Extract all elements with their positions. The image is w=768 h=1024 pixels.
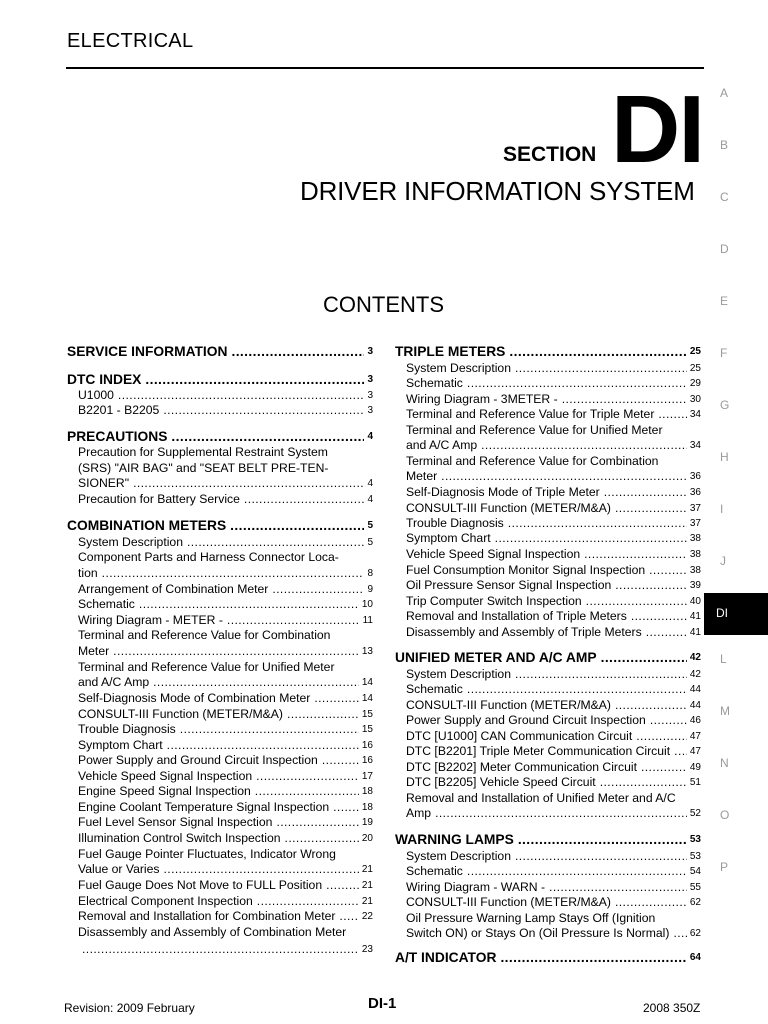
toc-page-number: 19 <box>361 817 373 828</box>
toc-section-heading[interactable] <box>67 344 373 360</box>
toc-page-number: 53 <box>689 834 701 845</box>
toc-entry-title: CONSULT-III Function (METER/M&A) <box>406 895 611 909</box>
toc-page-number: 37 <box>689 518 701 529</box>
toc-page-number: 10 <box>361 599 373 610</box>
toc-page-number: 46 <box>689 715 701 726</box>
toc-entry[interactable] <box>395 880 701 896</box>
toc-dot-leader <box>164 862 359 878</box>
header-title: ELECTRICAL <box>67 30 194 52</box>
toc-entry-title: Schematic <box>78 597 135 611</box>
toc-dot-leader <box>285 831 359 847</box>
toc-dot-leader <box>326 878 359 894</box>
toc-section-heading[interactable] <box>395 950 701 966</box>
toc-page-number: 34 <box>689 409 701 420</box>
toc-entry[interactable] <box>67 815 373 831</box>
toc-dot-leader <box>584 547 687 563</box>
toc-entry[interactable] <box>67 784 373 800</box>
toc-entry-title: Schematic <box>406 682 463 696</box>
toc-page-number: 3 <box>367 346 373 357</box>
toc-page-number: 25 <box>689 363 701 374</box>
toc-page-number: 15 <box>361 709 373 720</box>
toc-entry-title: UNIFIED METER AND A/C AMP <box>395 650 597 665</box>
toc-entry[interactable] <box>67 878 373 894</box>
toc-entry-title: Disassembly and Assembly of Triple Meters <box>406 625 642 639</box>
toc-entry[interactable] <box>395 516 701 532</box>
toc-entry[interactable] <box>395 407 701 423</box>
toc-entry[interactable] <box>67 894 373 910</box>
toc-page-number: 16 <box>361 740 373 751</box>
toc-dot-leader <box>650 713 687 729</box>
toc-entry[interactable] <box>67 597 373 613</box>
toc-page-number: 44 <box>689 700 701 711</box>
toc-page-number: 38 <box>689 565 701 576</box>
toc-dot-leader <box>509 344 686 360</box>
toc-entry[interactable] <box>67 942 373 958</box>
toc-entry-title: DTC [B2202] Meter Communication Circuit <box>406 760 637 774</box>
section-tab-n[interactable]: N <box>720 756 729 770</box>
toc-entry-title: SIONER" <box>78 476 130 490</box>
toc-dot-leader <box>649 563 687 579</box>
toc-dot-leader <box>562 392 687 408</box>
toc-entry-title: DTC [B2205] Vehicle Speed Circuit <box>406 775 596 789</box>
toc-entry-title: TRIPLE METERS <box>395 344 506 359</box>
toc-section-heading[interactable] <box>67 372 373 388</box>
section-tab-f[interactable]: F <box>720 346 728 360</box>
toc-entry-title: DTC INDEX <box>67 372 142 387</box>
toc-page-number: 53 <box>689 851 701 862</box>
toc-entry-title: COMBINATION METERS <box>67 518 227 533</box>
toc-page-number: 20 <box>361 833 373 844</box>
toc-entry-title: Meter <box>406 469 438 483</box>
toc-section-heading[interactable] <box>395 832 701 848</box>
toc-page-number: 9 <box>367 584 373 595</box>
toc-dot-leader <box>257 894 359 910</box>
toc-page-number: 16 <box>361 755 373 766</box>
toc-entry-title: DTC [U1000] CAN Communication Circuit <box>406 729 633 743</box>
toc-entry[interactable] <box>395 698 701 714</box>
toc-entry[interactable] <box>395 578 701 594</box>
toc-page-number: 38 <box>689 549 701 560</box>
toc-entry[interactable] <box>67 675 373 691</box>
toc-page-number: 62 <box>689 928 701 939</box>
toc-entry[interactable] <box>395 609 701 625</box>
toc-page-number: 34 <box>689 440 701 451</box>
toc-entry-title: WARNING LAMPS <box>395 832 514 847</box>
section-code: DI <box>611 76 703 183</box>
toc-dot-leader <box>515 849 687 865</box>
toc-entry-title: Engine Speed Signal Inspection <box>78 784 251 798</box>
toc-entry-title: Wiring Diagram - 3METER - <box>406 392 558 406</box>
toc-entry[interactable] <box>395 849 701 865</box>
toc-dot-leader <box>276 815 358 831</box>
toc-dot-leader <box>658 407 686 423</box>
toc-page-number: 3 <box>367 374 373 385</box>
toc-text-line: Oil Pressure Warning Lamp Stays Off (Ignition <box>406 911 656 925</box>
toc-dot-leader <box>82 942 359 958</box>
toc-page-number: 17 <box>361 771 373 782</box>
toc-entry-title: System Description <box>78 535 183 549</box>
toc-entry-title: Vehicle Speed Signal Inspection <box>406 547 581 561</box>
toc-page-number: 5 <box>367 537 373 548</box>
toc-page-number: 36 <box>689 471 701 482</box>
toc-entry-title: Symptom Chart <box>406 531 491 545</box>
toc-dot-leader <box>153 675 359 691</box>
toc-entry[interactable] <box>395 667 701 683</box>
toc-entry[interactable] <box>67 909 373 925</box>
contents-title: CONTENTS <box>323 292 444 317</box>
toc-dot-leader <box>333 800 359 816</box>
toc-dot-leader <box>674 744 687 760</box>
toc-entry[interactable] <box>67 738 373 754</box>
toc-page-number: 49 <box>689 762 701 773</box>
toc-page-number: 3 <box>367 390 373 401</box>
toc-dot-leader <box>615 698 687 714</box>
toc-page-number: 40 <box>689 596 701 607</box>
toc-entry[interactable] <box>395 744 701 760</box>
toc-entry[interactable] <box>395 926 701 942</box>
toc-page-number: 4 <box>367 478 373 489</box>
toc-entry[interactable] <box>67 691 373 707</box>
toc-page-number: 18 <box>361 802 373 813</box>
toc-section-heading[interactable] <box>67 518 373 534</box>
footer-model: 2008 350Z <box>643 1001 701 1015</box>
toc-text-line: Terminal and Reference Value for Unified Meter <box>78 660 335 674</box>
toc-entry-title: Value or Varies <box>78 862 160 876</box>
toc-dot-leader <box>615 578 687 594</box>
section-tab-m[interactable]: M <box>720 704 730 718</box>
toc-entry-title: DTC [B2201] Triple Meter Communication Circuit <box>406 744 671 758</box>
toc-entry[interactable] <box>395 438 701 454</box>
toc-entry[interactable] <box>395 682 701 698</box>
toc-entry-title: Wiring Diagram - WARN - <box>406 880 546 894</box>
section-tab-b[interactable]: B <box>720 138 729 152</box>
section-tab-p[interactable]: P <box>720 860 729 874</box>
toc-entry[interactable] <box>395 895 701 911</box>
toc-page-number: 42 <box>689 669 701 680</box>
toc-entry-title: Trip Computer Switch Inspection <box>406 594 582 608</box>
toc-page-number: 41 <box>689 627 701 638</box>
toc-entry-title: Fuel Gauge Does Not Move to FULL Position <box>78 878 323 892</box>
section-tab-l[interactable]: L <box>720 652 727 666</box>
toc-page-number: 25 <box>689 346 701 357</box>
toc-dot-leader <box>646 625 687 641</box>
toc-page-number: 29 <box>689 378 701 389</box>
toc-dot-leader <box>500 950 686 966</box>
toc-dot-leader <box>549 880 687 896</box>
toc-entry-title: Switch ON) or Stays On (Oil Pressure Is Normal) <box>406 926 670 940</box>
toc-dot-leader <box>518 832 687 848</box>
toc-entry-title: Fuel Consumption Monitor Signal Inspection <box>406 563 646 577</box>
toc-text-line: Disassembly and Assembly of Combination Meter <box>78 925 347 939</box>
toc-entry-title: Vehicle Speed Signal Inspection <box>78 769 253 783</box>
toc-dot-leader <box>322 753 359 769</box>
toc-page-number: 36 <box>689 487 701 498</box>
toc-dot-leader <box>495 531 687 547</box>
toc-entry-title: CONSULT-III Function (METER/M&A) <box>78 707 283 721</box>
toc-entry[interactable] <box>395 501 701 517</box>
toc-page-number: 30 <box>689 394 701 405</box>
toc-dot-leader <box>673 926 686 942</box>
section-title: DRIVER INFORMATION SYSTEM <box>300 176 695 206</box>
toc-page-number: 55 <box>689 882 701 893</box>
section-tab-o[interactable]: O <box>720 808 730 822</box>
toc-dot-leader <box>615 895 687 911</box>
toc-entry-title: Terminal and Reference Value for Triple Meter <box>406 407 655 421</box>
toc-entry[interactable] <box>395 713 701 729</box>
toc-entry-title: Amp <box>406 806 432 820</box>
toc-page-number: 39 <box>689 580 701 591</box>
toc-entry[interactable] <box>395 775 701 791</box>
toc-entry-title: Oil Pressure Sensor Signal Inspection <box>406 578 612 592</box>
toc-entry-title: Arrangement of Combination Meter <box>78 582 269 596</box>
toc-entry[interactable] <box>67 613 373 629</box>
toc-entry-title: and A/C Amp <box>406 438 478 452</box>
toc-dot-leader <box>314 691 359 707</box>
toc-dot-leader <box>481 438 687 454</box>
toc-dot-leader <box>255 784 359 800</box>
toc-entry-title: SERVICE INFORMATION <box>67 344 228 359</box>
toc-page-number: 47 <box>689 731 701 742</box>
toc-dot-leader <box>145 372 364 388</box>
toc-dot-leader <box>113 644 359 660</box>
toc-entry-title: System Description <box>406 849 511 863</box>
toc-page-number: 3 <box>367 405 373 416</box>
toc-entry-title: CONSULT-III Function (METER/M&A) <box>406 501 611 515</box>
section-tab-h[interactable]: H <box>720 450 729 464</box>
toc-page-number: 54 <box>689 866 701 877</box>
toc-entry[interactable] <box>67 862 373 878</box>
section-tab-j[interactable]: J <box>720 554 726 568</box>
toc-dot-leader <box>515 667 687 683</box>
toc-entry[interactable] <box>67 403 373 419</box>
toc-page-number: 23 <box>361 944 373 955</box>
toc-entry[interactable] <box>67 388 373 404</box>
toc-entry[interactable] <box>67 644 373 660</box>
toc-page-number: 5 <box>367 520 373 531</box>
toc-dot-leader <box>631 609 687 625</box>
header-rule <box>66 67 704 69</box>
toc-dot-leader <box>244 492 365 508</box>
toc-section-heading[interactable] <box>395 650 701 666</box>
toc-entry-title: Symptom Chart <box>78 738 163 752</box>
toc-entry[interactable] <box>395 376 701 392</box>
toc-dot-leader <box>180 722 359 738</box>
toc-dot-leader <box>467 682 687 698</box>
toc-text-line: (SRS) "AIR BAG" and "SEAT BELT PRE-TEN- <box>78 461 329 475</box>
toc-page-number: 52 <box>689 808 701 819</box>
toc-dot-leader <box>133 476 364 492</box>
toc-dot-leader <box>230 518 364 534</box>
toc-page-number: 14 <box>361 677 373 688</box>
toc-entry[interactable] <box>395 485 701 501</box>
toc-entry-title: Engine Coolant Temperature Signal Inspection <box>78 800 330 814</box>
toc-section-heading[interactable] <box>395 344 701 360</box>
toc-dot-leader <box>586 594 687 610</box>
toc-entry[interactable] <box>395 392 701 408</box>
toc-entry-title: Precaution for Battery Service <box>78 492 240 506</box>
toc-entry-title: CONSULT-III Function (METER/M&A) <box>406 698 611 712</box>
toc-entry-title: Fuel Level Sensor Signal Inspection <box>78 815 273 829</box>
toc-page-number: 15 <box>361 724 373 735</box>
toc-entry[interactable] <box>395 760 701 776</box>
toc-page-number: 21 <box>361 896 373 907</box>
toc-text-line: Terminal and Reference Value for Combination <box>78 628 331 642</box>
toc-dot-leader <box>467 376 687 392</box>
toc-entry[interactable] <box>67 800 373 816</box>
toc-page-number: 4 <box>367 431 373 442</box>
toc-entry-title: PRECAUTIONS <box>67 429 168 444</box>
toc-entry-title: System Description <box>406 667 511 681</box>
toc-page-number: 13 <box>361 646 373 657</box>
toc-dot-leader <box>102 566 365 582</box>
toc-dot-leader <box>187 535 364 551</box>
toc-entry-title: Power Supply and Ground Circuit Inspection <box>78 753 318 767</box>
toc-entry-title: U1000 <box>78 388 114 402</box>
toc-entry[interactable] <box>395 729 701 745</box>
toc-dot-leader <box>272 582 364 598</box>
toc-dot-leader <box>167 738 359 754</box>
section-tab-i[interactable]: I <box>720 502 724 516</box>
toc-entry-title: Removal and Installation of Triple Meters <box>406 609 627 623</box>
toc-entry[interactable] <box>395 806 701 822</box>
toc-dot-leader <box>118 388 365 404</box>
toc-dot-leader <box>163 403 364 419</box>
toc-dot-leader <box>227 613 360 629</box>
toc-entry-title: Wiring Diagram - METER - <box>78 613 223 627</box>
section-word: SECTION <box>503 143 597 166</box>
toc-dot-leader <box>601 650 687 666</box>
toc-page-number: 62 <box>689 897 701 908</box>
toc-page-number: 41 <box>689 611 701 622</box>
toc-entry[interactable] <box>395 563 701 579</box>
toc-entry-title: Schematic <box>406 864 463 878</box>
toc-entry-title: Removal and Installation for Combination Meter <box>78 909 336 923</box>
toc-page-number: 11 <box>362 615 373 626</box>
section-tab-di[interactable]: DI <box>704 593 768 635</box>
toc-dot-leader <box>435 806 687 822</box>
toc-dot-leader <box>467 864 687 880</box>
toc-entry-title: Trouble Diagnosis <box>78 722 176 736</box>
toc-entry[interactable] <box>67 582 373 598</box>
toc-dot-leader <box>256 769 359 785</box>
toc-entry[interactable] <box>67 831 373 847</box>
toc-dot-leader <box>171 429 364 445</box>
toc-dot-leader <box>441 469 687 485</box>
toc-page-number: 21 <box>361 864 373 875</box>
toc-entry[interactable] <box>67 492 373 508</box>
toc-page-number: 44 <box>689 684 701 695</box>
toc-entry[interactable] <box>395 594 701 610</box>
toc-page-number: 22 <box>361 911 373 922</box>
toc-dot-leader <box>604 485 687 501</box>
section-tab-c[interactable]: C <box>720 190 729 204</box>
footer-page-number: DI-1 <box>368 995 397 1012</box>
toc-entry[interactable] <box>67 707 373 723</box>
toc-entry[interactable] <box>67 476 373 492</box>
toc-dot-leader <box>600 775 687 791</box>
toc-dot-leader <box>287 707 359 723</box>
toc-page-number: 51 <box>689 777 701 788</box>
toc-page-number: 21 <box>361 880 373 891</box>
toc-page-number: 4 <box>367 494 373 505</box>
toc-entry[interactable] <box>395 469 701 485</box>
toc-page-number: 18 <box>361 786 373 797</box>
toc-dot-leader <box>515 361 687 377</box>
toc-text-line: Removal and Installation of Unified Meter and A/C <box>406 791 676 805</box>
toc-entry-title: tion <box>78 566 98 580</box>
toc-entry-title: Trouble Diagnosis <box>406 516 504 530</box>
toc-dot-leader <box>615 501 687 517</box>
toc-dot-leader <box>231 344 364 360</box>
toc-page-number: 14 <box>361 693 373 704</box>
toc-text-line: Fuel Gauge Pointer Fluctuates, Indicator Wrong <box>78 847 336 861</box>
toc-page-number: 8 <box>367 568 373 579</box>
toc-page-number: 47 <box>689 746 701 757</box>
toc-entry[interactable] <box>67 753 373 769</box>
toc-entry[interactable] <box>67 566 373 582</box>
toc-entry-title: Schematic <box>406 376 463 390</box>
toc-dot-leader <box>641 760 687 776</box>
toc-entry[interactable] <box>395 625 701 641</box>
toc-section-heading[interactable] <box>67 429 373 445</box>
toc-entry[interactable] <box>67 535 373 551</box>
toc-entry-title: Meter <box>78 644 110 658</box>
toc-entry[interactable] <box>67 722 373 738</box>
toc-dot-leader <box>139 597 359 613</box>
toc-page-number: 37 <box>689 503 701 514</box>
toc-entry[interactable] <box>395 361 701 377</box>
section-tab-a[interactable]: A <box>720 86 729 100</box>
toc-entry-title: Electrical Component Inspection <box>78 894 253 908</box>
toc-page-number: 64 <box>689 952 701 963</box>
toc-entry-title: System Description <box>406 361 511 375</box>
section-tab-e[interactable]: E <box>720 294 729 308</box>
toc-dot-leader <box>339 909 358 925</box>
toc-entry-title: A/T INDICATOR <box>395 950 497 965</box>
toc-entry-title: Self-Diagnosis Mode of Combination Meter <box>78 691 311 705</box>
toc-dot-leader <box>508 516 687 532</box>
toc-entry-title: B2201 - B2205 <box>78 403 160 417</box>
toc-text-line: Terminal and Reference Value for Combination <box>406 454 659 468</box>
toc-entry[interactable] <box>395 531 701 547</box>
toc-entry-title: Power Supply and Ground Circuit Inspection <box>406 713 646 727</box>
toc-entry[interactable] <box>395 864 701 880</box>
toc-entry-title: and A/C Amp <box>78 675 150 689</box>
toc-text-line: Terminal and Reference Value for Unified Meter <box>406 423 663 437</box>
footer-revision: Revision: 2009 February <box>64 1001 195 1015</box>
toc-entry-title: Self-Diagnosis Mode of Triple Meter <box>406 485 600 499</box>
toc-page-number: 38 <box>689 533 701 544</box>
toc-dot-leader <box>636 729 687 745</box>
toc-entry[interactable] <box>67 769 373 785</box>
section-tab-g[interactable]: G <box>720 398 730 412</box>
section-tab-d[interactable]: D <box>720 242 729 256</box>
toc-entry-title: Illumination Control Switch Inspection <box>78 831 281 845</box>
toc-text-line: Component Parts and Harness Connector Loca- <box>78 550 339 564</box>
toc-entry[interactable] <box>395 547 701 563</box>
toc-text-line: Precaution for Supplemental Restraint System <box>78 445 328 459</box>
toc-page-number: 42 <box>689 652 701 663</box>
